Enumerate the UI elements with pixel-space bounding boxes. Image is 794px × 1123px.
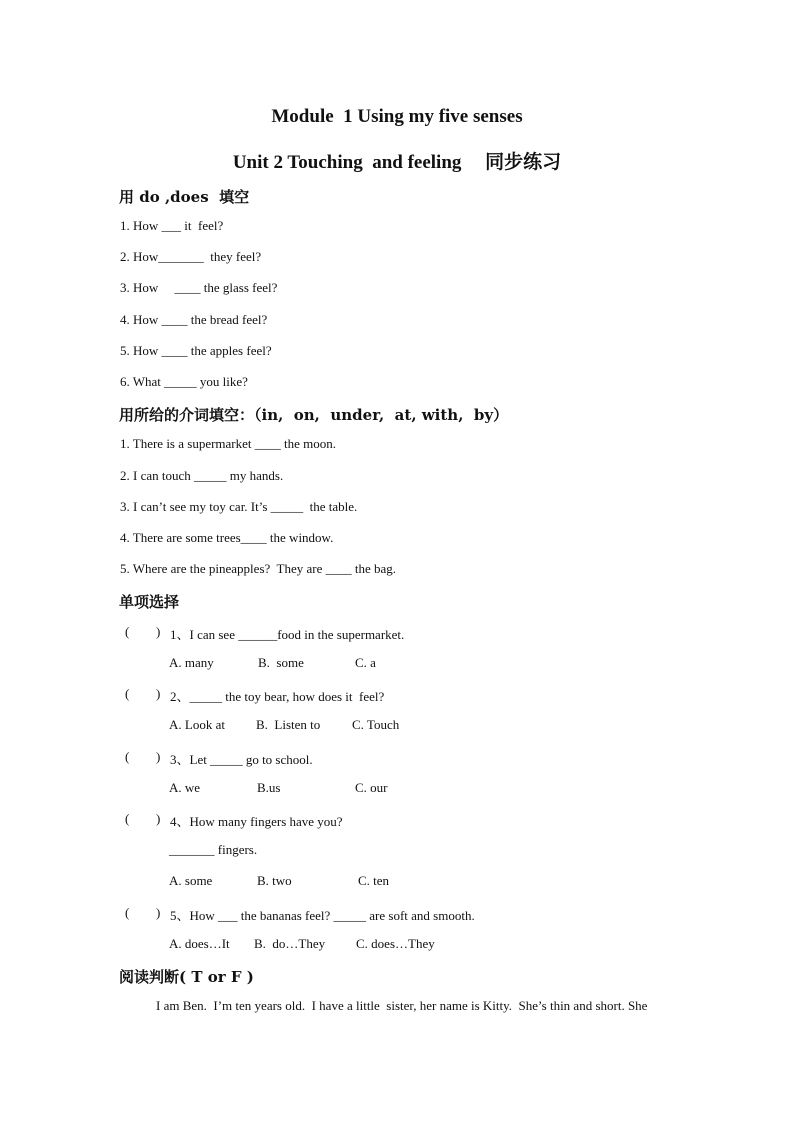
section-heading-reading: 阅读判断( T or F ) xyxy=(119,968,254,986)
option-c: C. a xyxy=(355,655,376,670)
section-heading-do-does: 用 do ,does 填空 xyxy=(119,188,250,206)
section-heading-multiple-choice: 单项选择 xyxy=(119,593,180,611)
answer-paren-close: ) xyxy=(156,905,161,920)
question-text: 5、How ___ the bananas feel? _____ are soft and smooth. xyxy=(170,908,475,923)
question-text: 4、How many fingers have you? xyxy=(170,814,343,829)
answer-paren-open: ( xyxy=(125,905,130,920)
option-a: A. many xyxy=(169,655,214,670)
answer-paren-close: ) xyxy=(156,749,161,764)
preposition-item: 2. I can touch _____ my hands. xyxy=(120,468,284,483)
answer-paren-close: ) xyxy=(156,811,161,826)
question-text: 2、_____ the toy bear, how does it feel? xyxy=(170,689,385,704)
option-b: B.us xyxy=(257,780,281,795)
option-b: B. Listen to xyxy=(256,717,321,732)
preposition-item: 3. I can’t see my toy car. It’s _____ the table. xyxy=(120,499,358,514)
option-c: C. Touch xyxy=(352,717,400,732)
question-text: 3、Let _____ go to school. xyxy=(170,752,313,767)
fill-item: 3. How ____ the glass feel? xyxy=(120,280,278,295)
option-c: C. ten xyxy=(358,873,390,888)
option-a: A. Look at xyxy=(169,717,225,732)
option-a: A. does…It xyxy=(169,936,230,951)
option-c: C. does…They xyxy=(356,936,435,951)
question-text: 1、I can see ______food in the supermarket. xyxy=(170,627,405,642)
fill-item: 2. How_______ they feel? xyxy=(120,249,262,264)
option-b: B. two xyxy=(257,873,292,888)
option-a: A. we xyxy=(169,780,201,795)
preposition-item: 4. There are some trees____ the window. xyxy=(120,530,334,545)
answer-paren-open: ( xyxy=(125,811,130,826)
reading-passage: I am Ben. I’m ten years old. I have a little sister, her name is Kitty. She’s thin and short. She xyxy=(156,998,648,1013)
fill-item: 4. How ____ the bread feel? xyxy=(120,312,268,327)
answer-paren-close: ) xyxy=(156,686,161,701)
preposition-item: 1. There is a supermarket ____ the moon. xyxy=(120,436,337,451)
unit-title: Unit 2 Touching and feeling 同步练习 xyxy=(232,152,562,173)
answer-paren-close: ) xyxy=(156,624,161,639)
answer-paren-open: ( xyxy=(125,624,130,639)
preposition-item: 5. Where are the pineapples? They are ____ the bag. xyxy=(120,561,397,576)
section-heading-prepositions: 用所给的介词填空：（in, on, under, at, with, by） xyxy=(119,406,509,424)
fill-item: 5. How ____ the apples feel? xyxy=(120,343,272,358)
option-a: A. some xyxy=(169,873,213,888)
answer-paren-open: ( xyxy=(125,749,130,764)
fill-item: 6. What _____ you like? xyxy=(120,374,248,389)
question-subline: _______ fingers. xyxy=(169,842,258,857)
answer-paren-open: ( xyxy=(125,686,130,701)
option-c: C. our xyxy=(355,780,388,795)
option-b: B. some xyxy=(258,655,304,670)
module-title: Module 1 Using my five senses xyxy=(271,106,523,127)
fill-item: 1. How ___ it feel? xyxy=(120,218,224,233)
option-b: B. do…They xyxy=(254,936,326,951)
